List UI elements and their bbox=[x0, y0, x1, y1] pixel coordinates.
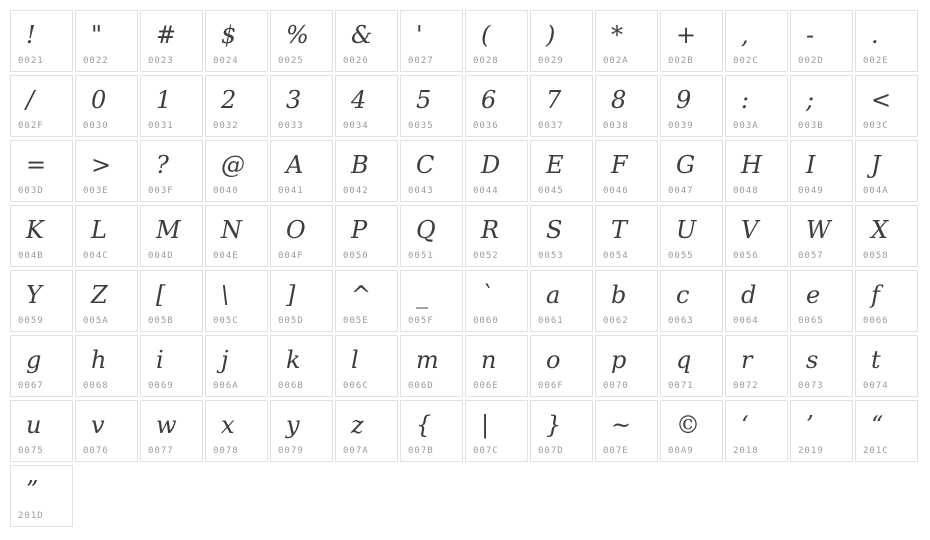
glyph-preview: m bbox=[416, 346, 439, 374]
glyph-preview: ' bbox=[416, 21, 423, 49]
glyph-cell[interactable] bbox=[790, 335, 853, 397]
glyph-code-label: 004E bbox=[213, 251, 239, 261]
glyph-cell[interactable] bbox=[205, 140, 268, 202]
glyph-code-label: 0042 bbox=[343, 186, 369, 196]
glyph-preview: 6 bbox=[481, 86, 497, 114]
glyph-code-label: 006B bbox=[278, 381, 304, 391]
glyph-preview: 1 bbox=[156, 86, 172, 114]
glyph-preview: ~ bbox=[611, 411, 632, 439]
glyph-code-label: 002D bbox=[798, 56, 824, 66]
glyph-code-label: 004F bbox=[278, 251, 304, 261]
glyph-code-label: 0061 bbox=[538, 316, 564, 326]
glyph-preview: f bbox=[871, 281, 880, 309]
glyph-code-label: 005F bbox=[408, 316, 434, 326]
glyph-cell[interactable] bbox=[140, 400, 203, 462]
glyph-cell[interactable] bbox=[205, 75, 268, 137]
glyph-code-label: 002A bbox=[603, 56, 629, 66]
glyph-preview: } bbox=[546, 411, 562, 439]
glyph-cell[interactable] bbox=[660, 75, 723, 137]
glyph-preview: | bbox=[481, 411, 490, 439]
glyph-code-label: 0070 bbox=[603, 381, 629, 391]
glyph-preview: U bbox=[676, 216, 697, 244]
glyph-cell[interactable] bbox=[400, 335, 463, 397]
glyph-cell[interactable] bbox=[530, 335, 593, 397]
glyph-cell[interactable] bbox=[790, 140, 853, 202]
glyph-preview: b bbox=[611, 281, 627, 309]
glyph-cell[interactable] bbox=[595, 335, 658, 397]
glyph-code-label: 0038 bbox=[603, 121, 629, 131]
glyph-code-label: 0025 bbox=[278, 56, 304, 66]
glyph-preview: ” bbox=[26, 476, 39, 504]
glyph-preview: s bbox=[806, 346, 819, 374]
glyph-cell[interactable] bbox=[465, 75, 528, 137]
glyph-preview: i bbox=[156, 346, 164, 374]
glyph-cell[interactable] bbox=[595, 270, 658, 332]
glyph-preview: u bbox=[26, 411, 42, 439]
glyph-code-label: 2019 bbox=[798, 446, 824, 456]
glyph-cell[interactable] bbox=[465, 270, 528, 332]
glyph-code-label: 0056 bbox=[733, 251, 759, 261]
glyph-code-label: 0064 bbox=[733, 316, 759, 326]
glyph-code-label: 002C bbox=[733, 56, 759, 66]
glyph-cell[interactable] bbox=[270, 75, 333, 137]
glyph-preview: B bbox=[351, 151, 369, 179]
glyph-cell[interactable] bbox=[530, 400, 593, 462]
glyph-code-label: 0049 bbox=[798, 186, 824, 196]
glyph-cell[interactable] bbox=[10, 335, 73, 397]
glyph-preview: z bbox=[351, 411, 364, 439]
glyph-code-label: 0074 bbox=[863, 381, 889, 391]
glyph-cell[interactable] bbox=[270, 335, 333, 397]
glyph-cell[interactable] bbox=[790, 205, 853, 267]
glyph-cell[interactable] bbox=[400, 205, 463, 267]
glyph-code-label: 006C bbox=[343, 381, 369, 391]
glyph-preview: ‘ bbox=[741, 411, 749, 439]
glyph-code-label: 003C bbox=[863, 121, 889, 131]
glyph-preview: r bbox=[741, 346, 753, 374]
glyph-preview: l bbox=[351, 346, 359, 374]
glyph-cell[interactable] bbox=[400, 10, 463, 72]
glyph-code-label: 00A9 bbox=[668, 446, 694, 456]
glyph-cell[interactable] bbox=[660, 140, 723, 202]
glyph-cell[interactable] bbox=[75, 10, 138, 72]
glyph-preview: G bbox=[676, 151, 696, 179]
glyph-code-label: 0050 bbox=[343, 251, 369, 261]
glyph-code-label: 0036 bbox=[473, 121, 499, 131]
glyph-preview: 8 bbox=[611, 86, 627, 114]
glyph-preview: { bbox=[416, 411, 432, 439]
glyph-preview: Q bbox=[416, 216, 436, 244]
glyph-code-label: 0030 bbox=[83, 121, 109, 131]
glyph-code-label: 0032 bbox=[213, 121, 239, 131]
glyph-preview: t bbox=[871, 346, 881, 374]
glyph-code-label: 006A bbox=[213, 381, 239, 391]
glyph-cell[interactable] bbox=[335, 10, 398, 72]
glyph-code-label: 0048 bbox=[733, 186, 759, 196]
glyph-cell[interactable] bbox=[10, 10, 73, 72]
glyph-cell[interactable] bbox=[75, 400, 138, 462]
glyph-preview: , bbox=[741, 21, 749, 49]
glyph-cell[interactable] bbox=[530, 10, 593, 72]
glyph-code-label: 002E bbox=[863, 56, 889, 66]
glyph-cell[interactable] bbox=[140, 270, 203, 332]
glyph-cell[interactable] bbox=[10, 270, 73, 332]
glyph-cell[interactable] bbox=[205, 400, 268, 462]
glyph-code-label: 0022 bbox=[83, 56, 109, 66]
glyph-cell[interactable] bbox=[725, 335, 788, 397]
glyph-code-label: 007A bbox=[343, 446, 369, 456]
glyph-code-label: 005A bbox=[83, 316, 109, 326]
glyph-cell[interactable] bbox=[10, 75, 73, 137]
glyph-cell[interactable] bbox=[400, 270, 463, 332]
glyph-preview: 3 bbox=[286, 86, 302, 114]
glyph-code-label: 0047 bbox=[668, 186, 694, 196]
glyph-code-label: 201D bbox=[18, 511, 44, 521]
glyph-cell[interactable] bbox=[725, 10, 788, 72]
glyph-preview: > bbox=[91, 151, 112, 179]
glyph-code-label: 0026 bbox=[343, 56, 369, 66]
glyph-preview: = bbox=[26, 151, 47, 179]
glyph-preview: N bbox=[221, 216, 242, 244]
glyph-code-label: 0029 bbox=[538, 56, 564, 66]
glyph-cell[interactable] bbox=[335, 335, 398, 397]
glyph-preview: 9 bbox=[676, 86, 692, 114]
glyph-preview: X bbox=[871, 216, 889, 244]
glyph-code-label: 005D bbox=[278, 316, 304, 326]
glyph-cell[interactable] bbox=[205, 10, 268, 72]
glyph-cell[interactable] bbox=[270, 205, 333, 267]
glyph-preview: \ bbox=[221, 281, 230, 309]
glyph-code-label: 003E bbox=[83, 186, 109, 196]
glyph-code-label: 0035 bbox=[408, 121, 434, 131]
glyph-preview: V bbox=[741, 216, 759, 244]
glyph-cell[interactable] bbox=[400, 400, 463, 462]
glyph-cell[interactable] bbox=[790, 10, 853, 72]
glyph-code-label: 007E bbox=[603, 446, 629, 456]
glyph-preview: $ bbox=[221, 21, 237, 49]
glyph-cell[interactable] bbox=[10, 465, 73, 527]
glyph-cell[interactable] bbox=[465, 205, 528, 267]
glyph-preview: ^ bbox=[351, 281, 372, 309]
glyph-code-label: 0053 bbox=[538, 251, 564, 261]
glyph-preview: e bbox=[806, 281, 821, 309]
glyph-preview: j bbox=[221, 346, 229, 374]
glyph-preview: n bbox=[481, 346, 497, 374]
glyph-cell[interactable] bbox=[75, 140, 138, 202]
glyph-cell[interactable] bbox=[595, 205, 658, 267]
glyph-preview: a bbox=[546, 281, 561, 309]
glyph-code-label: 003A bbox=[733, 121, 759, 131]
glyph-preview: w bbox=[156, 411, 177, 439]
glyph-cell[interactable] bbox=[335, 270, 398, 332]
glyph-cell[interactable] bbox=[855, 205, 918, 267]
glyph-preview: ( bbox=[481, 21, 491, 49]
glyph-code-label: 0045 bbox=[538, 186, 564, 196]
glyph-code-label: 0044 bbox=[473, 186, 499, 196]
glyph-preview: [ bbox=[156, 281, 166, 309]
glyph-preview: P bbox=[351, 216, 368, 244]
glyph-preview: & bbox=[351, 21, 373, 49]
glyph-code-label: 0037 bbox=[538, 121, 564, 131]
glyph-preview: A bbox=[286, 151, 304, 179]
glyph-cell[interactable] bbox=[465, 10, 528, 72]
glyph-code-label: 003B bbox=[798, 121, 824, 131]
glyph-preview: @ bbox=[221, 151, 245, 179]
glyph-preview: W bbox=[806, 216, 831, 244]
glyph-preview: ` bbox=[481, 281, 493, 309]
glyph-cell[interactable] bbox=[790, 400, 853, 462]
glyph-cell[interactable] bbox=[10, 205, 73, 267]
glyph-preview: 7 bbox=[546, 86, 562, 114]
glyph-preview: 4 bbox=[351, 86, 367, 114]
glyph-cell[interactable] bbox=[270, 10, 333, 72]
glyph-preview: x bbox=[221, 411, 235, 439]
glyph-code-label: 0066 bbox=[863, 316, 889, 326]
glyph-code-label: 0075 bbox=[18, 446, 44, 456]
glyph-cell[interactable] bbox=[855, 75, 918, 137]
glyph-code-label: 0058 bbox=[863, 251, 889, 261]
glyph-cell[interactable] bbox=[205, 270, 268, 332]
glyph-code-label: 0040 bbox=[213, 186, 239, 196]
glyph-cell[interactable] bbox=[790, 75, 853, 137]
glyph-code-label: 2018 bbox=[733, 446, 759, 456]
glyph-code-label: 004D bbox=[148, 251, 174, 261]
glyph-cell[interactable] bbox=[855, 335, 918, 397]
glyph-preview: : bbox=[741, 86, 750, 114]
glyph-preview: 2 bbox=[221, 86, 237, 114]
glyph-code-label: 004C bbox=[83, 251, 109, 261]
glyph-preview: / bbox=[26, 86, 35, 114]
glyph-code-label: 0024 bbox=[213, 56, 239, 66]
glyph-preview: ? bbox=[156, 151, 169, 179]
glyph-preview: . bbox=[871, 21, 879, 49]
glyph-code-label: 005B bbox=[148, 316, 174, 326]
glyph-preview: 5 bbox=[416, 86, 432, 114]
glyph-code-label: 003F bbox=[148, 186, 174, 196]
glyph-cell[interactable] bbox=[530, 205, 593, 267]
glyph-preview: d bbox=[741, 281, 757, 309]
glyph-preview: h bbox=[91, 346, 107, 374]
glyph-code-label: 0021 bbox=[18, 56, 44, 66]
glyph-cell[interactable] bbox=[530, 270, 593, 332]
glyph-cell[interactable] bbox=[140, 205, 203, 267]
glyph-preview: © bbox=[676, 411, 700, 439]
glyph-code-label: 0054 bbox=[603, 251, 629, 261]
glyph-cell[interactable] bbox=[855, 10, 918, 72]
glyph-cell[interactable] bbox=[140, 75, 203, 137]
glyph-code-label: 0068 bbox=[83, 381, 109, 391]
glyph-code-label: 005E bbox=[343, 316, 369, 326]
glyph-preview: S bbox=[546, 216, 563, 244]
glyph-code-label: 0060 bbox=[473, 316, 499, 326]
glyph-code-label: 007C bbox=[473, 446, 499, 456]
glyph-preview: g bbox=[26, 346, 42, 374]
glyph-cell[interactable] bbox=[855, 400, 918, 462]
glyph-preview: Y bbox=[26, 281, 42, 309]
glyph-preview: I bbox=[806, 151, 816, 179]
glyph-cell[interactable] bbox=[75, 205, 138, 267]
glyph-code-label: 004B bbox=[18, 251, 44, 261]
glyph-cell[interactable] bbox=[270, 270, 333, 332]
glyph-preview: Z bbox=[91, 281, 108, 309]
glyph-code-label: 0028 bbox=[473, 56, 499, 66]
glyph-cell[interactable] bbox=[660, 400, 723, 462]
glyph-preview: ) bbox=[546, 21, 556, 49]
glyph-cell[interactable] bbox=[855, 140, 918, 202]
glyph-code-label: 0072 bbox=[733, 381, 759, 391]
glyph-preview: * bbox=[611, 21, 623, 49]
glyph-cell[interactable] bbox=[465, 335, 528, 397]
glyph-cell[interactable] bbox=[75, 75, 138, 137]
glyph-preview: O bbox=[286, 216, 306, 244]
glyph-code-label: 0073 bbox=[798, 381, 824, 391]
glyph-cell[interactable] bbox=[530, 140, 593, 202]
glyph-cell[interactable] bbox=[660, 10, 723, 72]
glyph-cell[interactable] bbox=[270, 400, 333, 462]
glyph-cell[interactable] bbox=[660, 270, 723, 332]
glyph-cell[interactable] bbox=[10, 400, 73, 462]
glyph-cell[interactable] bbox=[725, 205, 788, 267]
glyph-code-label: 0052 bbox=[473, 251, 499, 261]
glyph-code-label: 0057 bbox=[798, 251, 824, 261]
glyph-code-label: 0034 bbox=[343, 121, 369, 131]
glyph-preview: ! bbox=[26, 21, 36, 49]
glyph-cell[interactable] bbox=[725, 400, 788, 462]
glyph-preview: E bbox=[546, 151, 564, 179]
glyph-cell[interactable] bbox=[465, 400, 528, 462]
glyph-code-label: 007D bbox=[538, 446, 564, 456]
glyph-preview: R bbox=[481, 216, 500, 244]
glyph-preview: F bbox=[611, 151, 628, 179]
glyph-preview: p bbox=[611, 346, 627, 374]
glyph-preview: J bbox=[871, 151, 881, 179]
glyph-cell[interactable] bbox=[75, 335, 138, 397]
glyph-preview: ; bbox=[806, 86, 815, 114]
glyph-code-label: 002F bbox=[18, 121, 44, 131]
glyph-code-label: 0077 bbox=[148, 446, 174, 456]
glyph-cell[interactable] bbox=[335, 400, 398, 462]
glyph-preview: “ bbox=[871, 411, 884, 439]
glyph-code-label: 0062 bbox=[603, 316, 629, 326]
glyph-cell[interactable] bbox=[725, 140, 788, 202]
glyph-cell[interactable] bbox=[595, 75, 658, 137]
glyph-code-label: 0051 bbox=[408, 251, 434, 261]
glyph-code-label: 0065 bbox=[798, 316, 824, 326]
glyph-cell[interactable] bbox=[140, 335, 203, 397]
glyph-cell[interactable] bbox=[205, 335, 268, 397]
glyph-code-label: 0078 bbox=[213, 446, 239, 456]
glyph-code-label: 0023 bbox=[148, 56, 174, 66]
glyph-cell[interactable] bbox=[335, 205, 398, 267]
glyph-cell[interactable] bbox=[140, 10, 203, 72]
glyph-preview: o bbox=[546, 346, 561, 374]
glyph-cell[interactable] bbox=[595, 10, 658, 72]
glyph-cell[interactable] bbox=[855, 270, 918, 332]
glyph-preview: K bbox=[26, 216, 44, 244]
glyph-cell[interactable] bbox=[595, 400, 658, 462]
glyph-preview: y bbox=[286, 411, 300, 439]
glyph-cell[interactable] bbox=[530, 75, 593, 137]
glyph-code-label: 0071 bbox=[668, 381, 694, 391]
glyph-code-label: 0063 bbox=[668, 316, 694, 326]
glyph-cell[interactable] bbox=[725, 75, 788, 137]
glyph-preview: 0 bbox=[91, 86, 107, 114]
glyph-preview: M bbox=[156, 216, 181, 244]
glyph-code-label: 0041 bbox=[278, 186, 304, 196]
glyph-code-label: 0043 bbox=[408, 186, 434, 196]
glyph-code-label: 0027 bbox=[408, 56, 434, 66]
glyph-code-label: 0067 bbox=[18, 381, 44, 391]
glyph-preview: H bbox=[741, 151, 762, 179]
glyph-preview: < bbox=[871, 86, 892, 114]
glyph-cell[interactable] bbox=[595, 140, 658, 202]
glyph-cell[interactable] bbox=[660, 205, 723, 267]
glyph-code-label: 006F bbox=[538, 381, 564, 391]
glyph-preview: _ bbox=[416, 281, 428, 309]
glyph-code-label: 0033 bbox=[278, 121, 304, 131]
glyph-preview: - bbox=[806, 21, 815, 49]
glyph-cell[interactable] bbox=[10, 140, 73, 202]
glyph-cell[interactable] bbox=[205, 205, 268, 267]
glyph-code-label: 0039 bbox=[668, 121, 694, 131]
glyph-code-label: 0059 bbox=[18, 316, 44, 326]
glyph-code-label: 201C bbox=[863, 446, 889, 456]
glyph-cell[interactable] bbox=[335, 140, 398, 202]
glyph-code-label: 007B bbox=[408, 446, 434, 456]
glyph-code-label: 0069 bbox=[148, 381, 174, 391]
glyph-code-label: 0055 bbox=[668, 251, 694, 261]
glyph-code-label: 004A bbox=[863, 186, 889, 196]
glyph-preview: " bbox=[91, 21, 103, 49]
glyph-code-label: 006E bbox=[473, 381, 499, 391]
glyph-preview: c bbox=[676, 281, 690, 309]
glyph-preview: q bbox=[676, 346, 692, 374]
glyph-code-label: 003D bbox=[18, 186, 44, 196]
glyph-preview: # bbox=[156, 21, 177, 49]
glyph-cell[interactable] bbox=[75, 270, 138, 332]
glyph-code-label: 006D bbox=[408, 381, 434, 391]
glyph-preview: T bbox=[611, 216, 628, 244]
glyph-preview: L bbox=[91, 216, 107, 244]
glyph-preview: k bbox=[286, 346, 301, 374]
glyph-code-label: 0079 bbox=[278, 446, 304, 456]
glyph-preview: ] bbox=[286, 281, 296, 309]
glyph-code-label: 005C bbox=[213, 316, 239, 326]
glyph-preview: C bbox=[416, 151, 435, 179]
glyph-preview: v bbox=[91, 411, 105, 439]
glyph-cell[interactable] bbox=[335, 75, 398, 137]
glyph-preview: + bbox=[676, 21, 697, 49]
glyph-cell[interactable] bbox=[400, 140, 463, 202]
glyph-preview: % bbox=[286, 21, 309, 49]
glyph-cell[interactable] bbox=[465, 140, 528, 202]
glyph-code-label: 0076 bbox=[83, 446, 109, 456]
glyph-code-label: 0046 bbox=[603, 186, 629, 196]
glyph-code-label: 0031 bbox=[148, 121, 174, 131]
glyph-cell[interactable] bbox=[400, 75, 463, 137]
glyph-cell[interactable] bbox=[270, 140, 333, 202]
glyph-code-label: 002B bbox=[668, 56, 694, 66]
glyph-cell[interactable] bbox=[790, 270, 853, 332]
glyph-cell[interactable] bbox=[660, 335, 723, 397]
glyph-cell[interactable] bbox=[725, 270, 788, 332]
glyph-preview: ’ bbox=[806, 411, 814, 439]
glyph-preview: D bbox=[481, 151, 501, 179]
glyph-cell[interactable] bbox=[140, 140, 203, 202]
